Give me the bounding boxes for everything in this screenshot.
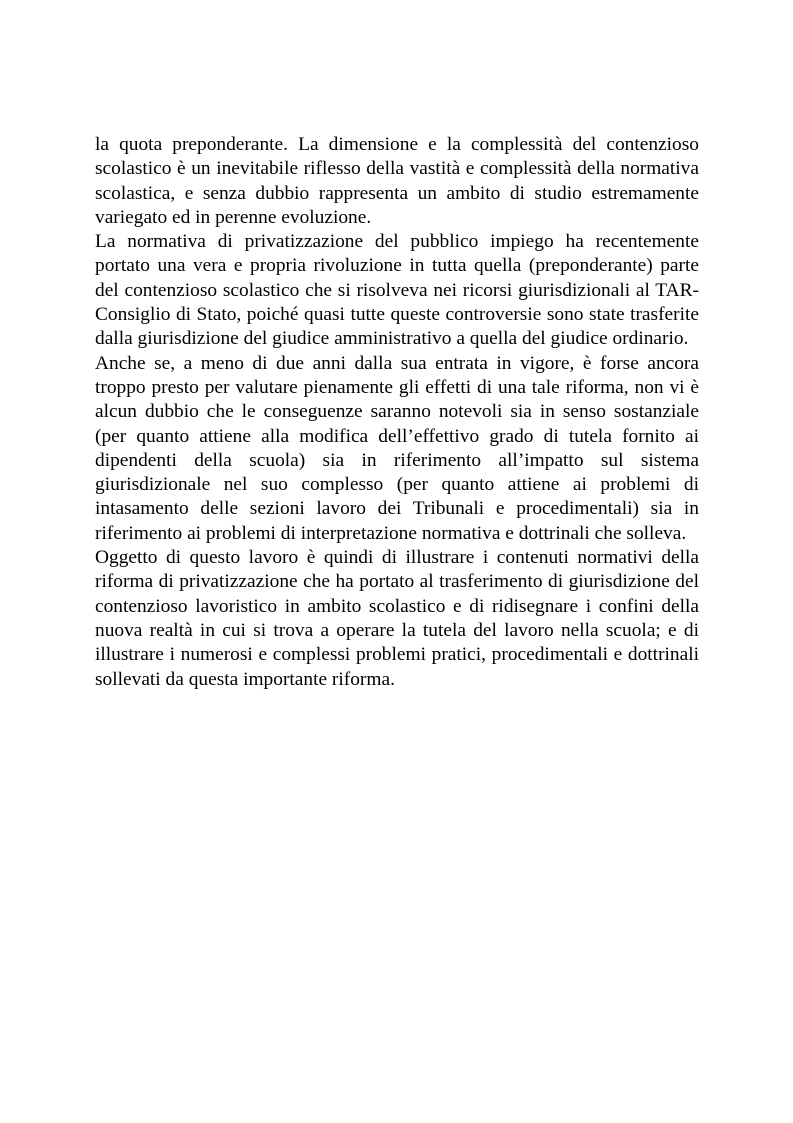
paragraph: Anche se, a meno di due anni dalla sua entrata in vigore, è forse ancora troppo presto per valutare pienamente gli effetti di una tale riforma, non vi è alcun dubbio che le conseguenze saranno notevoli sia in senso sostanziale (per quanto attiene alla modifica dell’effettivo grado di tutela fornito ai dipendenti della scuola) sia in riferimento all’impatto sul sistema giurisdizionale nel suo complesso (per quanto attiene ai problemi di intasamento delle sezioni lavoro dei Tribunali e procedimentali) sia in riferimento ai problemi di interpretazione normativa e dottrinali che solleva. — [95, 352, 699, 544]
paragraph: la quota preponderante. La dimensione e la complessità del contenzioso scolastico è un inevitabile riflesso della vastità e complessità della normativa scolastica, e senza dubbio rappresenta un ambito di studio estremamente variegato ed in perenne evoluzione. — [95, 134, 699, 228]
paragraph: La normativa di privatizzazione del pubblico impiego ha recentemente portato una vera e propria rivoluzione in tutta quella (preponderante) parte del contenzioso scolastico che si risolveva nei ricorsi giurisdizionali al TAR-Consiglio di Stato, poiché quasi tutte queste controversie sono state trasferite dalla giurisdizione del giudice amministrativo a quella del giudice ordinario. — [95, 231, 699, 350]
body-text — [95, 133, 699, 692]
paragraph: Oggetto di questo lavoro è quindi di illustrare i contenuti normativi della riforma di privatizzazione che ha portato al trasferimento di giurisdizione del contenzioso lavoristico in ambito scolastico e di ridisegnare i confini della nuova realtà in cui si trova a operare la tutela del lavoro nella scuola; e di illustrare i numerosi e complessi problemi pratici, procedimentali e dottrinali sollevati da questa importante riforma. — [95, 547, 699, 690]
